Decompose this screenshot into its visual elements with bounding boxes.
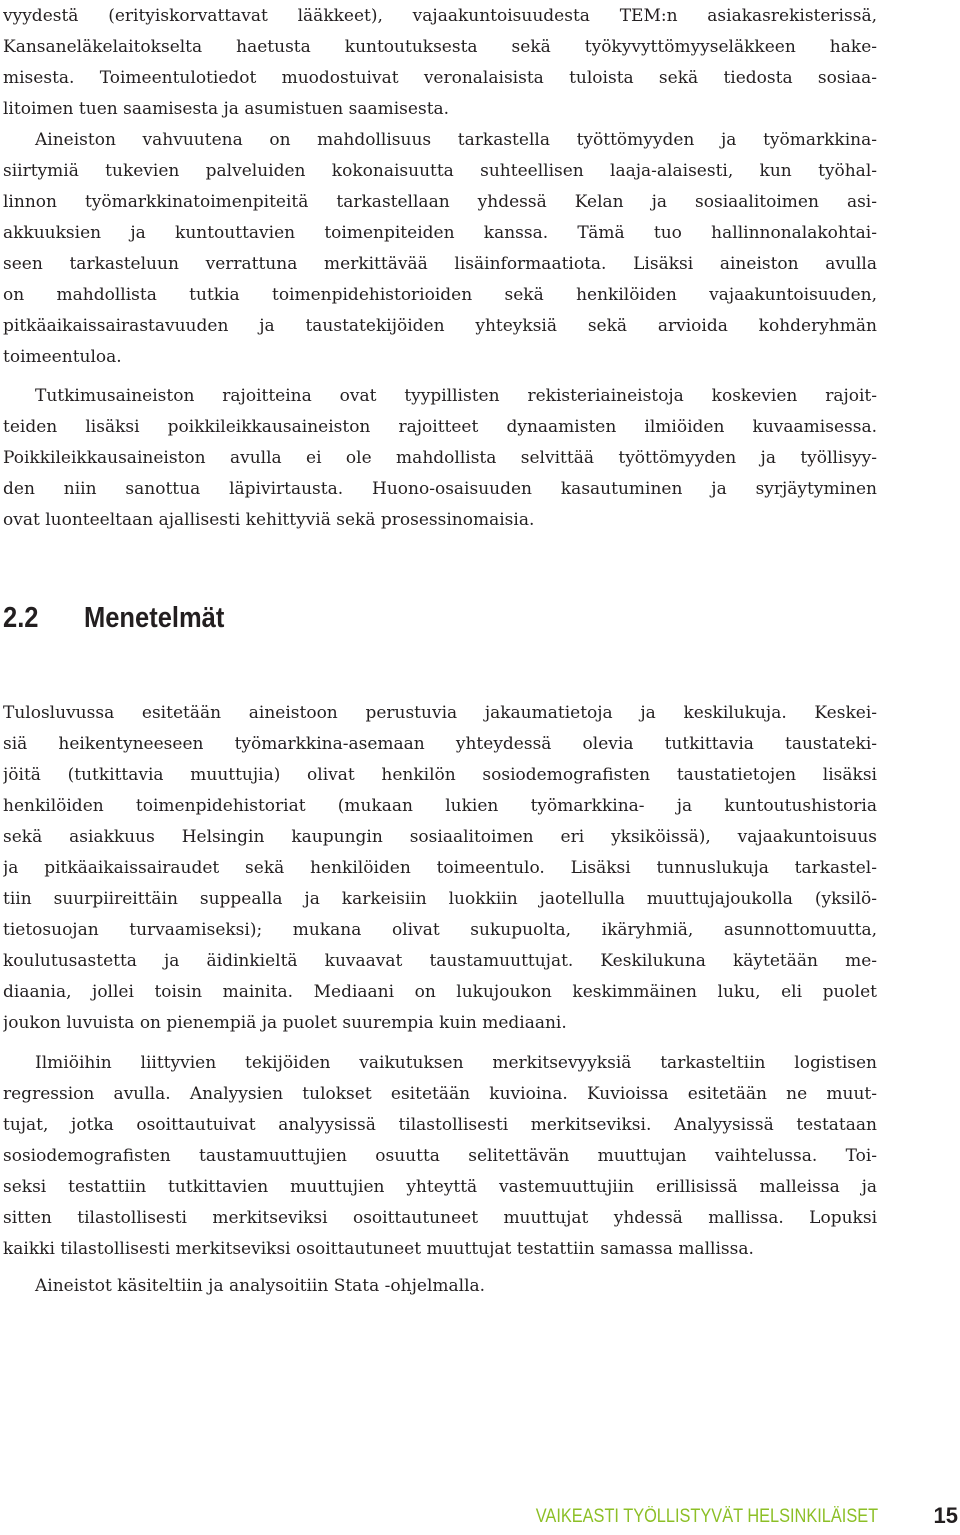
text-line: Tulosluvussa esitetään aineistoon perustuvia jakaumatietoja ja keskilukuja. Keskei- [3,703,877,723]
text-line: misesta. Toimeentulotiedot muodostuivat veronalaisista tuloista sekä tiedosta sosiaa- [3,68,877,88]
text-line: vyydestä (erityiskorvattavat lääkkeet), vajaakuntoisuudesta TEM:n asiakasrekisterissä, [3,6,877,26]
text-line: toimeentuloa. [3,347,122,367]
text-line: Kansaneläkelaitokselta haetusta kuntoutuksesta sekä työkyvyttömyyseläkkeen hake- [3,37,877,57]
text-line: koulutusastetta ja äidinkieltä kuvaavat taustamuuttujat. Keskilukuna käytetään me- [3,951,877,971]
text-line: ovat luonteeltaan ajallisesti kehittyviä sekä prosessinomaisia. [3,510,535,530]
text-line: kaikki tilastollisesti merkitseviksi osoittautuneet muuttujat testattiin samassa mallissa. [3,1239,754,1259]
section-number: 2.2 [3,602,39,634]
paragraph-data-sources-end [3,1,877,125]
page-number: 15 [933,1503,958,1528]
text-line: tietosuojan turvaamiseksi); mukana olivat sukupuolta, ikäryhmiä, asunnottomuutta, [3,920,877,940]
text-line: henkilöiden toimenpidehistoriat (mukaan lukien työmarkkina- ja kuntoutushistoria [3,796,877,816]
text-line: tiin suurpiireittäin suppealla ja karkeisiin luokkiin jaotellulla muuttujajoukolla (yksilö- [3,889,877,909]
paragraph-methods-regression [3,1048,877,1265]
text-line: jöitä (tutkittavia muuttujia) olivat henkilön sosiodemografisten taustatietojen lisäksi [3,765,877,785]
text-line: seen tarkasteluun verrattuna merkittävää lisäinformaatiota. Lisäksi aineiston avulla [3,254,877,274]
text-line: sitten tilastollisesti merkitseviksi osoittautuneet muuttujat yhdessä mallissa. Lopuksi [3,1208,877,1228]
text-line: diaania, jollei toisin mainita. Mediaani on lukujoukon keskimmäinen luku, eli puolet [3,982,877,1002]
text-line: sosiodemografisten taustamuuttujien osuutta selitettävän muuttujan vaihtelussa. Toi- [3,1146,877,1166]
text-line: Tutkimusaineiston rajoitteina ovat tyypillisten rekisteriaineistoja koskevien rajoit- [35,386,877,406]
text-line: teiden lisäksi poikkileikkausaineiston rajoitteet dynaamisten ilmiöiden kuvaamisessa. [3,417,877,437]
text-line: den niin sanottua läpivirtausta. Huono-osaisuuden kasautuminen ja syrjäytyminen [3,479,877,499]
section-heading [3,596,224,640]
footer-publication-title: VAIKEASTI TYÖLLISTYVÄT HELSINKILÄISET [535,1506,878,1527]
text-line: litoimen tuen saamisesta ja asumistuen saamisesta. [3,99,450,119]
text-line: sekä asiakkuus Helsingin kaupungin sosiaalitoimen eri yksiköissä), vajaakuntoisuus [3,827,877,847]
paragraph-methods-software [3,1271,877,1302]
text-line: Ilmiöihin liittyvien tekijöiden vaikutuksen merkitsevyyksiä tarkasteltiin logistisen [35,1053,877,1073]
text-line: Aineistot käsiteltiin ja analysoitiin Stata -ohjelmalla. [35,1276,486,1296]
text-line: linnon työmarkkinatoimenpiteitä tarkastellaan yhdessä Kelan ja sosiaalitoimen asi- [3,192,877,212]
text-line: siirtymiä tukevien palveluiden kokonaisuutta suhteellisen laaja-alaisesti, kun työhal- [3,161,877,181]
text-line: Aineiston vahvuutena on mahdollisuus tarkastella työttömyyden ja työmarkkina- [35,130,877,150]
text-line: tujat, jotka osoittautuivat analyysissä tilastollisesti merkitseviksi. Analyysissä testataan [3,1115,877,1135]
section-title: Menetelmät [83,602,225,634]
paragraph-methods-descriptives [3,698,877,1039]
paragraph-data-strengths [3,125,877,373]
text-line: akkuuksien ja kuntouttavien toimenpiteiden kanssa. Tämä tuo hallinnonalakohtai- [3,223,877,243]
text-line: siä heikentyneeseen työmarkkina-asemaan yhteydessä olevia tutkittavia taustateki- [3,734,877,754]
text-line: seksi testattiin tutkittavien muuttujien yhteyttä vastemuuttujiin erillisissä malleissa ja [3,1177,877,1197]
text-line: Poikkileikkausaineiston avulla ei ole mahdollista selvittää työttömyyden ja työllisyy- [3,448,877,468]
paragraph-data-limitations [3,381,877,536]
text-line: on mahdollista tutkia toimenpidehistorioiden sekä henkilöiden vajaakuntoisuuden, [3,285,877,305]
text-line: pitkäaikaissairastavuuden ja taustatekijöiden yhteyksiä sekä arvioida kohderyhmän [3,316,877,336]
text-line: joukon luvuista on pienempiä ja puolet suurempia kuin mediaani. [3,1013,567,1033]
text-line: regression avulla. Analyysien tulokset esitetään kuvioina. Kuvioissa esitetään ne muut- [3,1084,877,1104]
text-line: ja pitkäaikaissairaudet sekä henkilöiden toimeentulo. Lisäksi tunnuslukuja tarkastel- [3,858,877,878]
